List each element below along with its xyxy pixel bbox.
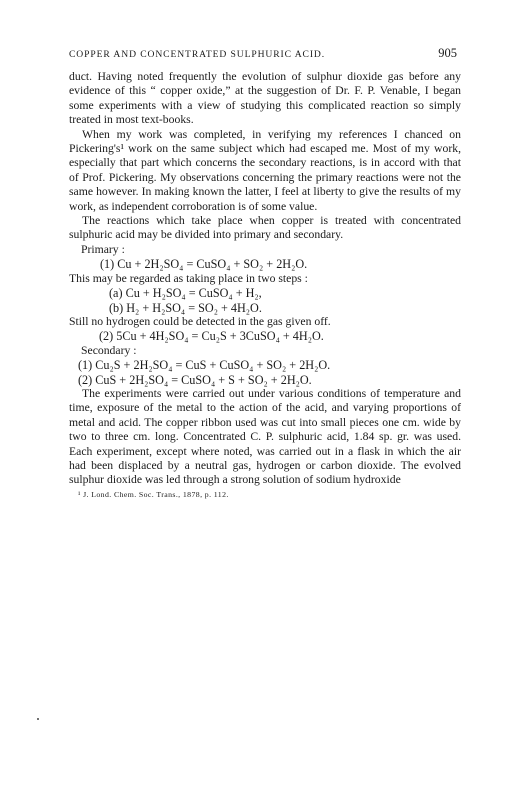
paragraph-pickering: When my work was completed, in verifying my references I chanced on Pickering's¹ work on the same subject which had escaped me. Most of my work, especially that part which concerns the secondary reactions, is in accord with that of Prof. Pickering. My observations concerning the primary reactions were not the same however. In making known the latter, I feel at liberty to give the results of my work, as independent corroboration is of some value. [69,127,461,213]
primary-label: Primary : [81,242,125,256]
paragraph-continued: duct. Having noted frequently the evolution of sulphur dioxide gas before any evidence of this “ copper oxide,” at the suggestion of Dr. F. P. Venable, I began some experiments with a view of studying this complicated reaction so simply treated in most text-books. [69,70,461,127]
page-speck [37,718,39,720]
secondary-label: Secondary : [81,343,137,357]
paragraph-reactions-intro: The reactions which take place when copper is treated with concentrated sulphuric acid may be divided into primary and secondary. [69,214,461,242]
page-number: 905 [438,46,457,60]
equation-step-a: (a) Cu + H₂SO₄ = CuSO₄ + H₂, [109,286,262,301]
running-title: COPPER AND CONCENTRATED SULPHURIC ACID. [69,49,326,60]
equation-step-b: (b) H₂ + H₂SO₄ = SO₂ + 4H₂O. [109,300,262,315]
footnote: ¹ J. Lond. Chem. Soc. Trans., 1878, p. 112. [78,489,229,499]
body-text [69,70,461,488]
paragraph-no-hydrogen: Still no hydrogen could be detected in the gas given off. [69,314,331,328]
page [69,46,461,500]
equation-secondary-1: (1) Cu₂S + 2H₂SO₄ = CuS + CuSO₄ + SO₂ + 2H₂O. [78,358,331,373]
equation-primary-2: (2) 5Cu + 4H₂SO₄ = Cu₂S + 3CuSO₄ + 4H₂O. [99,329,324,344]
running-header [69,46,461,61]
equation-secondary-2: (2) CuS + 2H₂SO₄ = CuSO₄ + S + SO₂ + 2H₂O. [78,372,312,387]
paragraph-experiments: The experiments were carried out under various conditions of temperature and time, exposure of the metal to the action of the acid, and varying proportions of metal and acid. The copper ribbon used was cut into small pieces one cm. wide by two to three cm. long. Concentrated C. P. sulphuric acid, 1.84 sp. gr. was used. Each experiment, except where noted, was carried out in a flask in which the air had been displaced by a neutral gas, hydrogen or carbon dioxide. The evolved sulphur dioxide was led through a strong solution of sodium hydroxide [69,386,461,487]
paragraph-two-steps: This may be regarded as taking place in two steps : [69,271,308,285]
equation-primary-1: (1) Cu + 2H₂SO₄ = CuSO₄ + SO₂ + 2H₂O. [100,257,308,272]
